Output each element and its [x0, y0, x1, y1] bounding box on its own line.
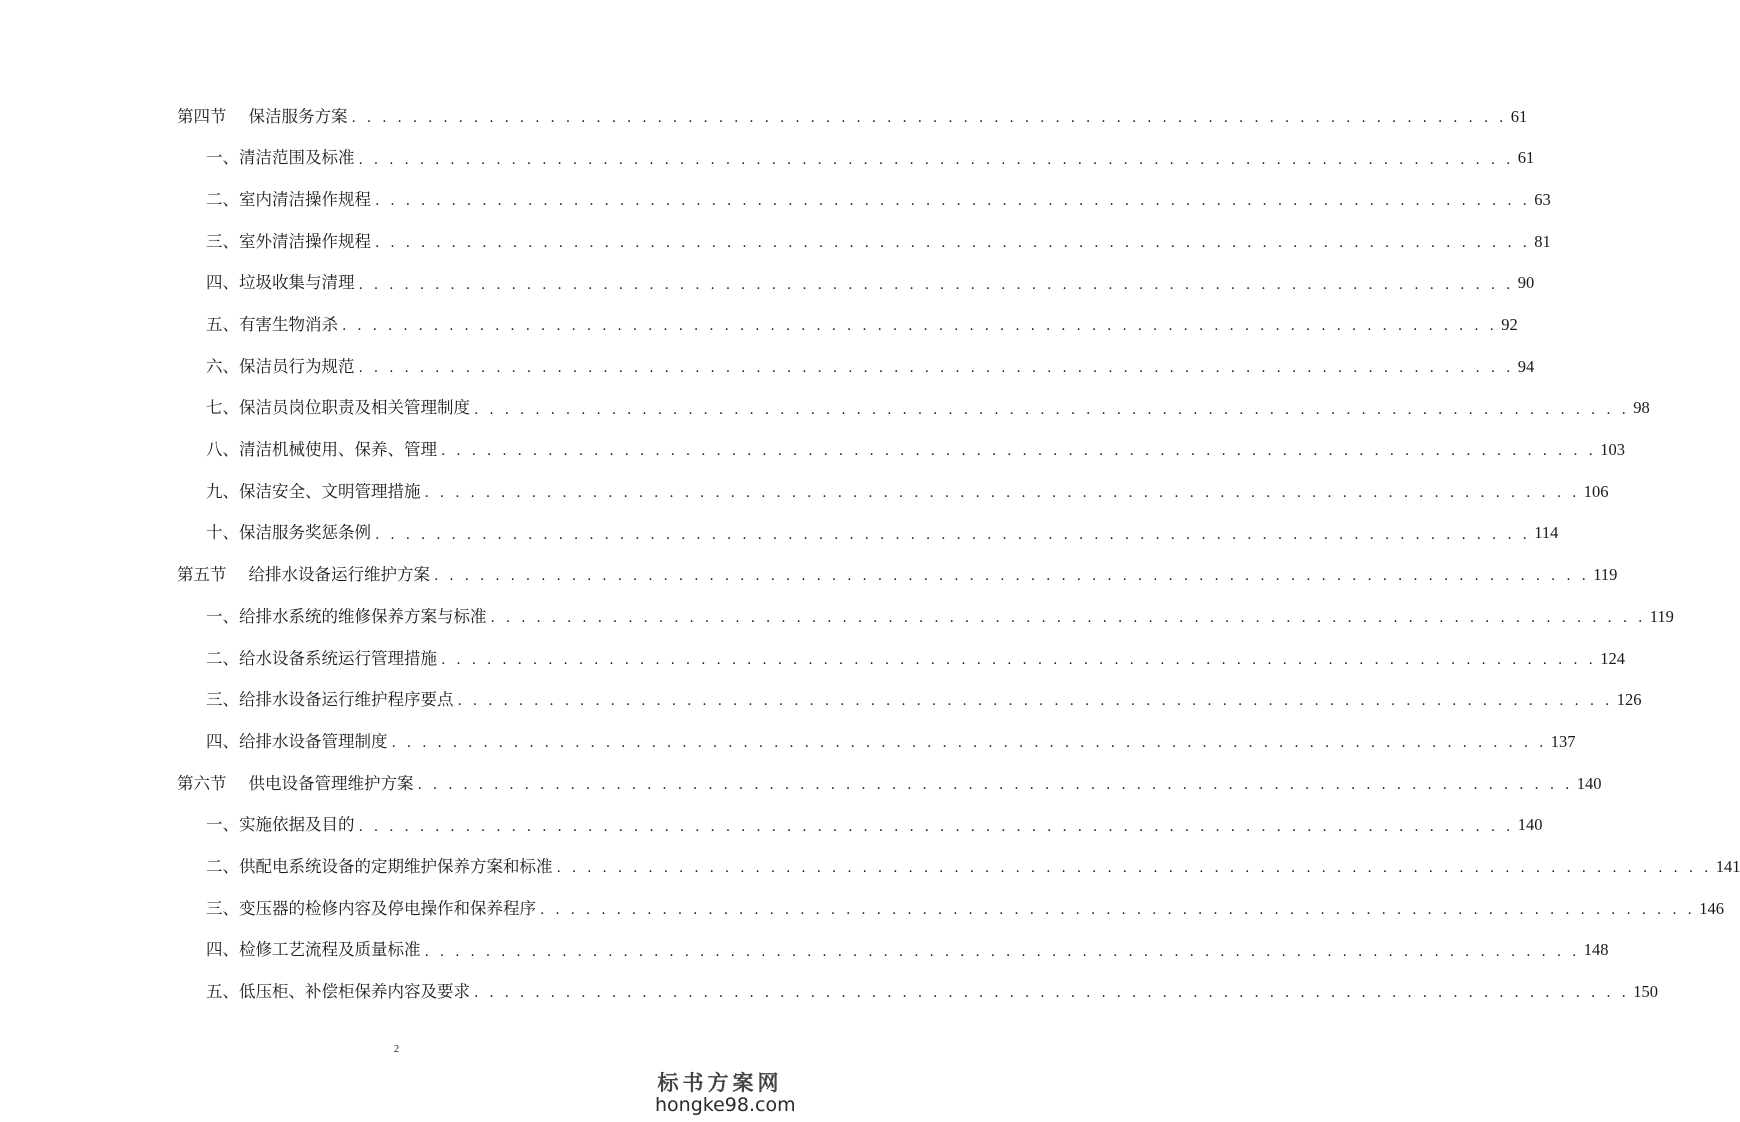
leader-dots: . . . . . . . . . . . . . . . . . . . . . . . . . . . . . . . . . . . . . . . . . . . . . . . . . . . . . . . . . . . . . . . . . . . . . . . . . . . . [424, 943, 1580, 960]
toc-page-number: 124 [1600, 648, 1625, 668]
leader-dots: . . . . . . . . . . . . . . . . . . . . . . . . . . . . . . . . . . . . . . . . . . . . . . . . . . . . . . . . . . . . . . . . . . . . . . . . . . . . [490, 610, 1646, 627]
section-label: 第六节 [177, 773, 227, 793]
toc-page-number: 61 [1510, 106, 1528, 126]
toc-page-number: 114 [1534, 523, 1559, 543]
toc-entry [0, 930, 1609, 972]
toc-entry [0, 638, 1625, 680]
toc-page-number: 126 [1616, 690, 1642, 710]
toc-entry-title: 九、保洁安全、文明管理措施 [206, 481, 421, 501]
toc-page-number: 119 [1593, 565, 1618, 585]
toc-entry-title: 三、变压器的检修内容及停电操作和保养程序 [206, 898, 536, 918]
leader-dots: . . . . . . . . . . . . . . . . . . . . . . . . . . . . . . . . . . . . . . . . . . . . . . . . . . . . . . . . . . . . . . . . . . . . . . . . . . . . [342, 318, 1498, 335]
toc-page-number: 146 [1699, 898, 1724, 918]
leader-dots: . . . . . . . . . . . . . . . . . . . . . . . . . . . . . . . . . . . . . . . . . . . . . . . . . . . . . . . . . . . . . . . . . . . . . . . . . . . . [441, 443, 1597, 460]
leader-dots: . . . . . . . . . . . . . . . . . . . . . . . . . . . . . . . . . . . . . . . . . . . . . . . . . . . . . . . . . . . . . . . . . . . . . . . . . . . . [375, 526, 1531, 543]
toc-entry [0, 304, 1518, 346]
leader-dots: . . . . . . . . . . . . . . . . . . . . . . . . . . . . . . . . . . . . . . . . . . . . . . . . . . . . . . . . . . . . . . . . . . . . . . . . . . . . [556, 860, 1712, 877]
toc-entry-title: 三、给排水设备运行维护程序要点 [206, 690, 454, 710]
leader-dots: . . . . . . . . . . . . . . . . . . . . . . . . . . . . . . . . . . . . . . . . . . . . . . . . . . . . . . . . . . . . . . . . . . . . . . . . . . . . [540, 901, 1696, 918]
section-label: 第五节 [177, 565, 227, 585]
leader-dots: . . . . . . . . . . . . . . . . . . . . . . . . . . . . . . . . . . . . . . . . . . . . . . . . . . . . . . . . . . . . . . . . . . . . . . . . . . . . [358, 151, 1514, 168]
toc-entry-title [177, 567, 430, 584]
toc-entry-title: 二、室内清洁操作规程 [206, 189, 371, 209]
leader-dots: . . . . . . . . . . . . . . . . . . . . . . . . . . . . . . . . . . . . . . . . . . . . . . . . . . . . . . . . . . . . . . . . . . . . . . . . . . . . [375, 234, 1531, 251]
toc-entry [0, 721, 1576, 763]
toc-entry-title: 一、实施依据及目的 [206, 815, 355, 835]
toc-entry-title: 四、检修工艺流程及质量标准 [206, 940, 421, 960]
toc-entry [0, 513, 1559, 555]
leader-dots: . . . . . . . . . . . . . . . . . . . . . . . . . . . . . . . . . . . . . . . . . . . . . . . . . . . . . . . . . . . . . . . . . . . . . . . . . . . . [441, 651, 1597, 668]
toc-entry-title: 一、给排水系统的维修保养方案与标准 [206, 606, 487, 626]
page-number: 2 [393, 1043, 400, 1055]
leader-dots: . . . . . . . . . . . . . . . . . . . . . . . . . . . . . . . . . . . . . . . . . . . . . . . . . . . . . . . . . . . . . . . . . . . . . . . . . . . . [358, 276, 1514, 293]
toc-entry [0, 888, 1724, 930]
toc-page-number: 103 [1600, 440, 1625, 460]
leader-dots: . . . . . . . . . . . . . . . . . . . . . . . . . . . . . . . . . . . . . . . . . . . . . . . . . . . . . . . . . . . . . . . . . . . . . . . . . . . . [434, 568, 1590, 585]
leader-dots: . . . . . . . . . . . . . . . . . . . . . . . . . . . . . . . . . . . . . . . . . . . . . . . . . . . . . . . . . . . . . . . . . . . . . . . . . . . . [474, 985, 1630, 1002]
toc-entry [0, 430, 1625, 472]
toc-entry-title: 二、给水设备系统运行管理措施 [206, 648, 437, 668]
leader-dots: . . . . . . . . . . . . . . . . . . . . . . . . . . . . . . . . . . . . . . . . . . . . . . . . . . . . . . . . . . . . . . . . . . . . . . . . . . . . [358, 818, 1514, 835]
toc-entry-title: 十、保洁服务奖惩条例 [206, 523, 371, 543]
watermark-chinese-text: 标书方案网 [657, 1069, 783, 1095]
toc-entry [0, 971, 1658, 1013]
toc-entry [0, 471, 1609, 513]
toc-page-number: 150 [1633, 982, 1658, 1002]
leader-dots: . . . . . . . . . . . . . . . . . . . . . . . . . . . . . . . . . . . . . . . . . . . . . . . . . . . . . . . . . . . . . . . . . . . . . . . . . . . . [417, 776, 1573, 793]
section-title: 给排水设备运行维护方案 [248, 565, 430, 585]
toc-entry [0, 805, 1543, 847]
table-of-contents [0, 96, 1740, 1013]
leader-dots: . . . . . . . . . . . . . . . . . . . . . . . . . . . . . . . . . . . . . . . . . . . . . . . . . . . . . . . . . . . . . . . . . . . . . . . . . . . . [391, 735, 1547, 752]
toc-section-heading [0, 763, 1602, 805]
watermark-url-text: hongke98.com [655, 1094, 796, 1117]
toc-page-number: 63 [1534, 189, 1551, 209]
toc-page-number: 140 [1576, 773, 1602, 793]
toc-entry-title: 二、供配电系统设备的定期维护保养方案和标准 [206, 856, 553, 876]
toc-entry [0, 263, 1535, 305]
toc-page-number: 141 [1715, 856, 1740, 876]
toc-page-number: 98 [1633, 398, 1650, 418]
toc-page-number: 94 [1517, 356, 1535, 376]
toc-entry-title: 一、清洁范围及标准 [206, 148, 355, 168]
toc-entry [0, 388, 1650, 430]
toc-page-number: 81 [1534, 231, 1551, 251]
toc-page-number: 92 [1501, 315, 1518, 335]
leader-dots: . . . . . . . . . . . . . . . . . . . . . . . . . . . . . . . . . . . . . . . . . . . . . . . . . . . . . . . . . . . . . . . . . . . . . . . . . . . . [375, 193, 1531, 210]
toc-entry-title: 五、有害生物消杀 [206, 315, 338, 335]
toc-page-number: 137 [1550, 731, 1576, 751]
toc-entry [0, 346, 1535, 388]
toc-entry-title: 五、低压柜、补偿柜保养内容及要求 [206, 982, 470, 1002]
toc-page-number: 119 [1649, 606, 1674, 626]
watermark-logo [655, 1069, 796, 1117]
toc-entry-title: 六、保洁员行为规范 [206, 356, 355, 376]
leader-dots: . . . . . . . . . . . . . . . . . . . . . . . . . . . . . . . . . . . . . . . . . . . . . . . . . . . . . . . . . . . . . . . . . . . . . . . . . . . . [351, 109, 1507, 126]
section-title: 保洁服务方案 [248, 106, 348, 126]
toc-page-number: 106 [1583, 481, 1609, 501]
toc-entry [0, 680, 1642, 722]
leader-dots: . . . . . . . . . . . . . . . . . . . . . . . . . . . . . . . . . . . . . . . . . . . . . . . . . . . . . . . . . . . . . . . . . . . . . . . . . . . . [424, 485, 1580, 502]
toc-entry-title [177, 106, 348, 126]
leader-dots: . . . . . . . . . . . . . . . . . . . . . . . . . . . . . . . . . . . . . . . . . . . . . . . . . . . . . . . . . . . . . . . . . . . . . . . . . . . . [474, 401, 1630, 418]
toc-entry [0, 221, 1551, 263]
toc-page-number: 148 [1583, 940, 1609, 960]
leader-dots: . . . . . . . . . . . . . . . . . . . . . . . . . . . . . . . . . . . . . . . . . . . . . . . . . . . . . . . . . . . . . . . . . . . . . . . . . . . . [358, 359, 1514, 376]
toc-entry-title: 八、清洁机械使用、保养、管理 [206, 440, 437, 460]
toc-entry [0, 596, 1674, 638]
toc-entry [0, 846, 1740, 888]
section-title: 供电设备管理维护方案 [248, 773, 414, 793]
toc-page-number: 61 [1517, 148, 1535, 168]
toc-page-number: 90 [1517, 273, 1535, 293]
toc-entry-title: 三、室外清洁操作规程 [206, 231, 371, 251]
toc-entry-title: 七、保洁员岗位职责及相关管理制度 [206, 398, 470, 418]
toc-entry-title: 四、给排水设备管理制度 [206, 731, 388, 751]
toc-entry-title [177, 773, 414, 793]
toc-section-heading [0, 555, 1618, 597]
toc-entry [0, 138, 1535, 180]
toc-entry-title: 四、垃圾收集与清理 [206, 273, 355, 293]
leader-dots: . . . . . . . . . . . . . . . . . . . . . . . . . . . . . . . . . . . . . . . . . . . . . . . . . . . . . . . . . . . . . . . . . . . . . . . . . . . . [457, 693, 1613, 710]
toc-entry [0, 179, 1551, 221]
toc-page-number: 140 [1517, 815, 1543, 835]
section-label: 第四节 [177, 106, 227, 126]
toc-section-heading [0, 96, 1528, 138]
